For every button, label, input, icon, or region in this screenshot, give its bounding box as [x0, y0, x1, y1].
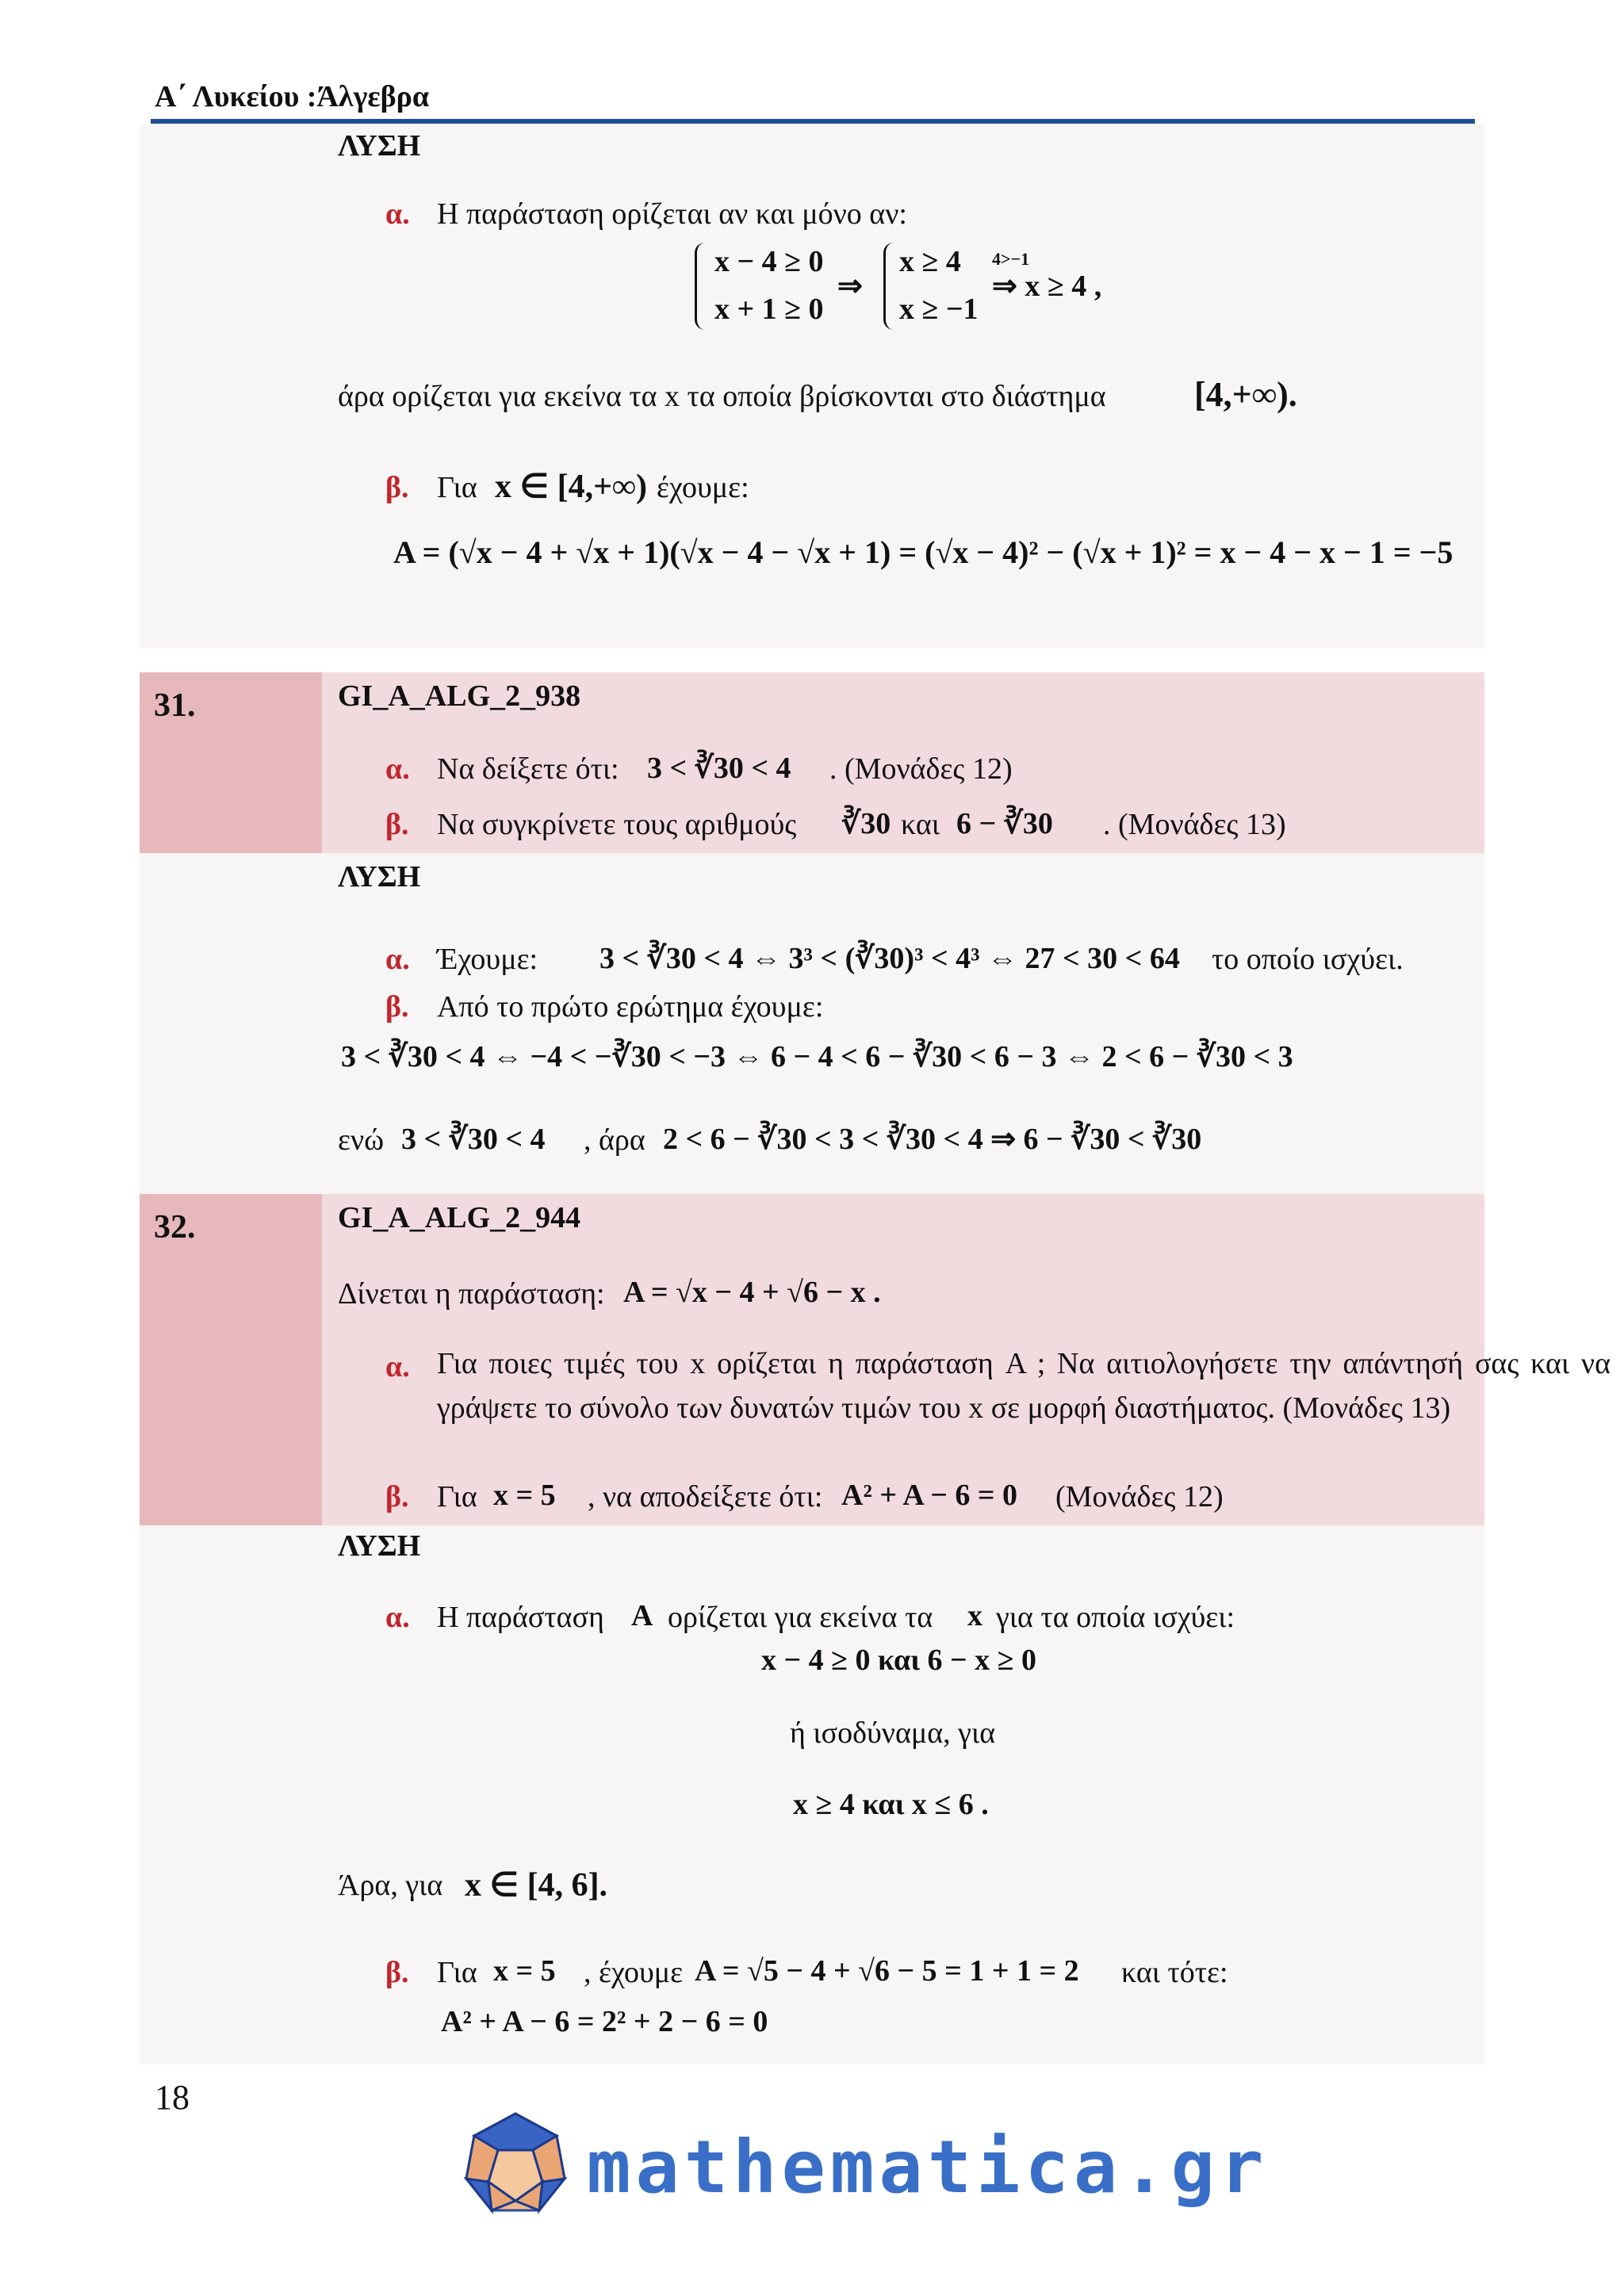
page-number: 18 [155, 2078, 190, 2117]
part-b-text: Για [437, 471, 477, 504]
condition-line-2: x ≥ 4 και x ≤ 6 . [793, 1788, 989, 1821]
conclusion-math: x ∈ [4, 6]. [465, 1867, 608, 1904]
given-text: Δίνεται η παράσταση: [338, 1277, 605, 1311]
implies-arrow: ⇒ [837, 270, 863, 303]
part-a-A: A [631, 1599, 653, 1632]
system-result: ⇒ x ≥ 4 , [992, 270, 1102, 303]
part-a-text-2: ορίζεται για εκείνα τα [668, 1601, 933, 1634]
solution-31-block [140, 853, 1484, 1194]
part-b-text: Από το πρώτο ερώτημα έχουμε: [437, 990, 824, 1024]
exercise-code: GI_A_ALG_2_944 [338, 1201, 581, 1234]
part-b-text-1: Για [437, 1956, 477, 1989]
part-a-label: α. [385, 1350, 410, 1383]
part-a-text: Έχουμε: [437, 943, 538, 976]
part-b-math-2: 6 − ∛30 [956, 807, 1053, 840]
part-b-math-2: A = √5 − 4 + √6 − 5 = 1 + 1 = 2 [695, 1954, 1079, 1988]
site-logo-text[interactable]: mathematica.gr [587, 2125, 1269, 2210]
condition-line: x − 4 ≥ 0 και 6 − x ≥ 0 [761, 1644, 1037, 1677]
page-header-title: Α΄ Λυκείου :Άλγεβρα [155, 80, 430, 113]
solution-label: ΛΥΣΗ [338, 1529, 421, 1563]
part-a-label: α. [385, 943, 410, 976]
part-b-label: β. [385, 808, 409, 841]
polyhedron-logo-icon [460, 2109, 571, 2220]
part-a-text: Η παράσταση ορίζεται αν και μόνο αν: [437, 197, 907, 231]
part-b-text-2: , να αποδείξετε ότι: [588, 1480, 823, 1513]
part-b-marks: . (Μονάδες 13) [1103, 808, 1286, 841]
part-b-label: β. [385, 1480, 409, 1513]
equivalently-text: ή ισοδύναμα, για [790, 1716, 996, 1750]
part-b-label: β. [385, 1956, 409, 1989]
exercise-number: 32. [154, 1209, 196, 1246]
given-math: A = √x − 4 + √6 − x . [623, 1276, 881, 1309]
conclusion-mid: , άρα [584, 1123, 645, 1157]
chain-line: 3 < ∛30 < 4 ⇔ −4 < −∛30 < −3 ⇔ 6 − 4 < 6 − ∛30 < 6 − 3 ⇔ 2 < 6 − ∛30 < 3 [341, 1040, 1293, 1073]
part-a-label: α. [385, 1601, 410, 1634]
part-b-text-2: έχουμε: [657, 471, 749, 504]
part-b-text-2: , έχουμε [584, 1956, 684, 1989]
exercise-number-cell [140, 672, 322, 853]
system-line-2: x + 1 ≥ 0 [714, 293, 824, 326]
part-b-math-1: ∛30 [841, 807, 891, 840]
part-a-tail: το οποίο ισχύει. [1212, 943, 1404, 976]
system-line-1: x − 4 ≥ 0 [714, 245, 824, 278]
conclusion-prefix: ενώ [338, 1123, 385, 1157]
solution-label: ΛΥΣΗ [338, 129, 421, 163]
part-b-label: β. [385, 471, 409, 504]
part-a-x: x [967, 1599, 982, 1632]
formula-line: A = (√x − 4 + √x + 1)(√x − 4 − √x + 1) = (√x − 4)² − (√x + 1)² = x − 4 − x − 1 = −5 [393, 534, 1454, 570]
part-b-marks: (Μονάδες 12) [1055, 1480, 1224, 1513]
domain-interval: [4,+∞). [1194, 375, 1297, 414]
system2-line-1: x ≥ 4 [899, 245, 961, 278]
exercise-32-block [140, 1194, 1611, 1525]
conclusion-math-2: 2 < 6 − ∛30 < 3 < ∛30 < 4 ⇒ 6 − ∛30 < ∛30 [663, 1123, 1202, 1156]
header-rule [151, 119, 1475, 124]
conclusion-math-1: 3 < ∛30 < 4 [401, 1123, 546, 1156]
solution-label: ΛΥΣΗ [338, 860, 421, 894]
part-a-text: Να δείξετε ότι: [437, 752, 619, 786]
part-a-label: α. [385, 752, 410, 786]
part-b-math-1: x = 5 [493, 1479, 556, 1512]
left-brace [695, 243, 705, 330]
domain-text: άρα ορίζεται για εκείνα τα x τα οποία βρίσκονται στο διάστημα [338, 380, 1106, 413]
system2-line-2: x ≥ −1 [899, 293, 979, 326]
part-b-text-3: και τότε: [1121, 1956, 1228, 1989]
exercise-number-cell [140, 1194, 322, 1525]
part-b-math: x ∈ [4,+∞) [495, 469, 647, 505]
final-formula: A² + A − 6 = 2² + 2 − 6 = 0 [441, 2005, 768, 2038]
part-b-math-1: x = 5 [493, 1954, 556, 1988]
arrow-annotation: 4>−1 [992, 249, 1030, 269]
part-b-math-2: A² + A − 6 = 0 [841, 1479, 1018, 1512]
part-a-text-3: για τα οποία ισχύει: [996, 1601, 1235, 1634]
part-b-text-1: Για [437, 1480, 477, 1513]
part-a-math: 3 < ∛30 < 4 ⇔ 3³ < (∛30)³ < 4³ ⇔ 27 < 30 < 64 [599, 942, 1180, 975]
part-b-and: και [901, 808, 940, 841]
exercise-31-block [140, 672, 1484, 853]
left-brace [883, 243, 894, 330]
part-b-text: Να συγκρίνετε τους αριθμούς [437, 808, 797, 841]
solution-30-block [140, 125, 1484, 649]
part-a-text: Για ποιες τιμές του x ορίζεται η παράσταση A ; Να αιτιολογήσετε την απάντησή σας και να γράψετε το σύνολο των δυνατών τιμών του x σε μορφή διαστήματος. (Μονάδες 13) [437, 1347, 1611, 1425]
conclusion-text: Άρα, για [338, 1869, 443, 1902]
part-b-label: β. [385, 990, 409, 1024]
solution-32-block [140, 1525, 1484, 2064]
part-a-label: α. [385, 197, 410, 231]
exercise-code: GI_A_ALG_2_938 [338, 679, 581, 713]
part-a-text-1: Η παράσταση [437, 1601, 604, 1634]
part-a-marks: . (Μονάδες 12) [829, 752, 1013, 786]
part-a-math: 3 < ∛30 < 4 [647, 752, 791, 785]
exercise-number: 31. [154, 687, 196, 724]
